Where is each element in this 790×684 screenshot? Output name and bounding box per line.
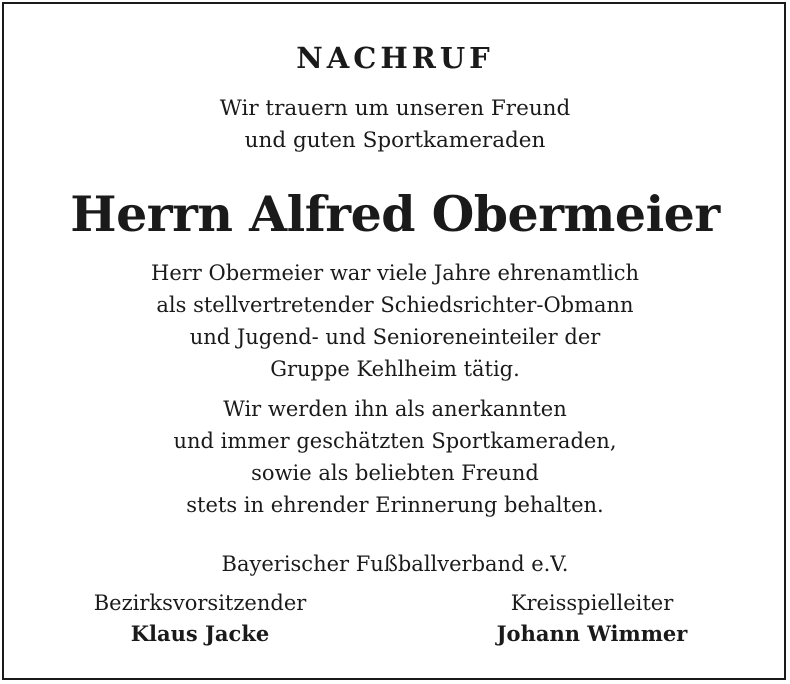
intro-line: Wir trauern um unseren Freund: [219, 96, 571, 121]
remembrance-line: sowie als beliebten Freund: [251, 461, 539, 485]
tribute-line: Herr Obermeier war viele Jahre ehrenamtlich: [151, 261, 639, 285]
intro-text: [0, 93, 790, 157]
remembrance-line: Wir werden ihn als anerkannten: [223, 397, 567, 421]
tribute-line: als stellvertretender Schiedsrichter-Obmann: [156, 293, 634, 317]
signatory-name: Johann Wimmer: [496, 621, 688, 646]
tribute-line: Gruppe Kehlheim tätig.: [270, 357, 520, 381]
remembrance-paragraph: [0, 393, 790, 521]
signatory-left: [60, 588, 340, 649]
tribute-line: und Jugend- und Senioreneinteiler der: [189, 325, 601, 349]
signatory-role: Bezirksvorsitzender: [93, 591, 307, 615]
tribute-paragraph: [0, 257, 790, 385]
obituary-heading: NACHRUF: [296, 41, 494, 75]
signatory-name: Klaus Jacke: [130, 621, 270, 646]
deceased-name: Herrn Alfred Obermeier: [70, 185, 720, 243]
organization-name: Bayerischer Fußballverband e.V.: [221, 552, 569, 576]
signatory-right: [452, 588, 732, 649]
remembrance-line: und immer geschätzten Sportkameraden,: [173, 429, 617, 453]
intro-line: und guten Sportkameraden: [244, 128, 546, 153]
remembrance-line: stets in ehrender Erinnerung behalten.: [186, 493, 604, 517]
signatory-role: Kreisspielleiter: [510, 591, 674, 615]
